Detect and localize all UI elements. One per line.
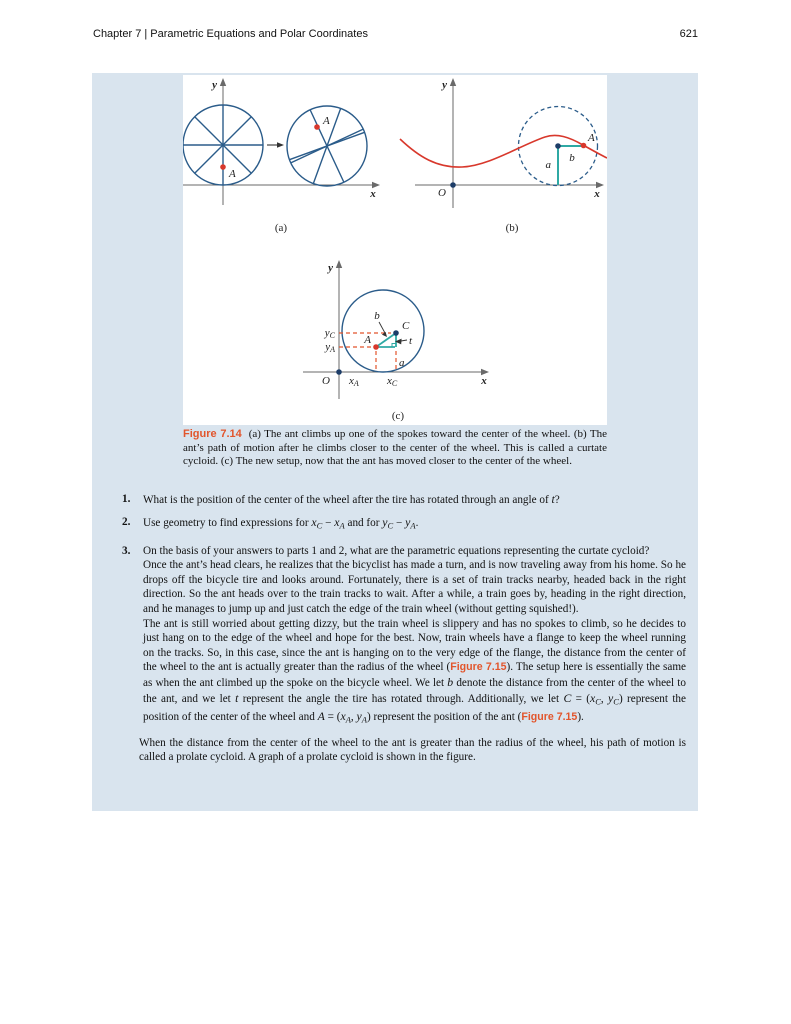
x-axis-label: x [481, 375, 487, 387]
panel-c-label: (c) [391, 410, 405, 422]
radius-a-label: a [399, 357, 405, 369]
radius-a-label: a [545, 159, 551, 171]
wheel-diagram-a [183, 78, 380, 234]
curtate-cycloid-curve [400, 135, 607, 167]
figure-caption: Figure 7.14 (a) The ant climbs up one of the spokes toward the center of the wheel. (b) The ant’s path of motion after he climbs closer to the center of the wheel. This is called a curtate cycloid. (c) The new setup, now that the ant has moved closer to the center of the wheel. [183, 428, 607, 468]
item-text [143, 544, 686, 727]
wheel-center-point [393, 330, 399, 336]
list-item [122, 492, 686, 508]
y-axis-label: y [328, 262, 333, 274]
b-pointer-line [379, 322, 385, 333]
list-item [122, 515, 686, 533]
angle-t-label: t [409, 335, 413, 347]
figure-7-14 [183, 75, 607, 425]
setup-diagram-c [303, 260, 489, 422]
x-axis-label: x [594, 188, 600, 200]
item-text: Use geometry to find expressions for $x_C - x_A$ and for $y_C - y_A$. [143, 514, 419, 531]
origin-label: O [438, 187, 446, 199]
spoked-wheel-before [183, 105, 263, 185]
y-axis-label: y [442, 79, 447, 91]
ant-point [373, 344, 379, 350]
chapter-title: Chapter 7 | Parametric Equations and Polar Coordinates [93, 28, 368, 40]
xC-tick-label: xC [387, 375, 398, 388]
panel-a-label: (a) [274, 222, 288, 234]
item-number: 1. [122, 493, 131, 505]
distance-b-label: b [569, 152, 575, 164]
figure-7-14-diagrams [183, 75, 607, 425]
item-paragraph: The ant is still worried about getting dizzy, but the train wheel is slippery and has no spokes to climb, so he decides to just hang on to the edge of the wheel and hope for the best. Now, train wheels have a flange to keep the wheel running on the tracks. So, in this case, since the ant is hanging on to the very edge of the flange, the distance from the center of the wheel to the ant is actually greater than the radius of the wheel (Figure 7.15). The setup here is essentially the same as when the ant climbed up the spoke on the bicycle wheel. We let b denote the distance from the center of the wheel to the ant, and we let t represent the angle the tire has rotated through. Additionally, we let $C = (x_C$, $y_C$) represent the position of the center of the wheel and $A = (x_A$, $y_A$) represent the position of the ant (Figure 7.15). [143, 617, 687, 725]
origin-point [336, 369, 342, 375]
item-number: 2. [122, 515, 131, 528]
wheel-center-point [555, 143, 561, 149]
list-item [122, 544, 686, 727]
item-paragraph: Once the ant’s head clears, he realizes that the bicyclist has made a turn, and is now traveling away from his home. So he drops off the bicycle tire and looks around. Fortunately, there is a set of train tracks nearby, headed back in the right direction. So the ant heads over to the train tracks to wait. After a while, a train goes by, heading in the right direction, and he manages to jump up and just catch the edge of the train wheel (without getting squished!). [143, 559, 686, 616]
origin-label: O [322, 375, 330, 387]
ant-label: A [588, 132, 595, 144]
transition-arrow-head [277, 142, 284, 148]
yA-tick-label: yA [325, 341, 335, 354]
item-number: 3. [122, 544, 131, 557]
t-pointer-line [401, 340, 407, 341]
ant-point [581, 143, 587, 149]
ant-label: A [229, 168, 236, 180]
wheel-circle [342, 290, 424, 372]
y-axis-arrow [220, 78, 226, 86]
closing-paragraph: When the distance from the center of the wheel to the ant is greater than the radius of the wheel, his path of motion is called a prolate cycloid. A graph of a prolate cycloid is shown in the figure. [139, 736, 686, 764]
yC-tick-label: yC [324, 327, 335, 340]
x-axis-label: x [370, 188, 376, 200]
panel-b-label: (b) [505, 222, 519, 234]
page-number: 621 [679, 28, 698, 40]
ant-point [220, 164, 226, 170]
item-text: What is the position of the center of the wheel after the tire has rotated through an angle of t? [143, 492, 560, 506]
distance-b-label: b [374, 310, 380, 322]
ant-point [314, 124, 320, 130]
center-label: C [402, 320, 410, 332]
item-paragraph: On the basis of your answers to parts 1 and 2, what are the parametric equations representing the curtate cycloid? [143, 544, 650, 557]
ant-label: A [323, 115, 330, 127]
y-axis-label: y [212, 79, 217, 91]
xA-tick-label: xA [349, 375, 359, 388]
curtate-cycloid-diagram-b [400, 78, 607, 234]
y-axis-arrow [336, 260, 342, 268]
origin-point [450, 182, 456, 188]
problem-list [122, 492, 686, 765]
page-header [93, 28, 698, 42]
ant-label: A [364, 334, 371, 346]
figure-7-15-link[interactable]: Figure 7.15 [521, 710, 578, 723]
y-axis-arrow [450, 78, 456, 86]
figure-7-15-link[interactable]: Figure 7.15 [450, 661, 507, 674]
example-panel [92, 73, 698, 811]
figure-caption-label: Figure 7.14 [183, 428, 242, 440]
